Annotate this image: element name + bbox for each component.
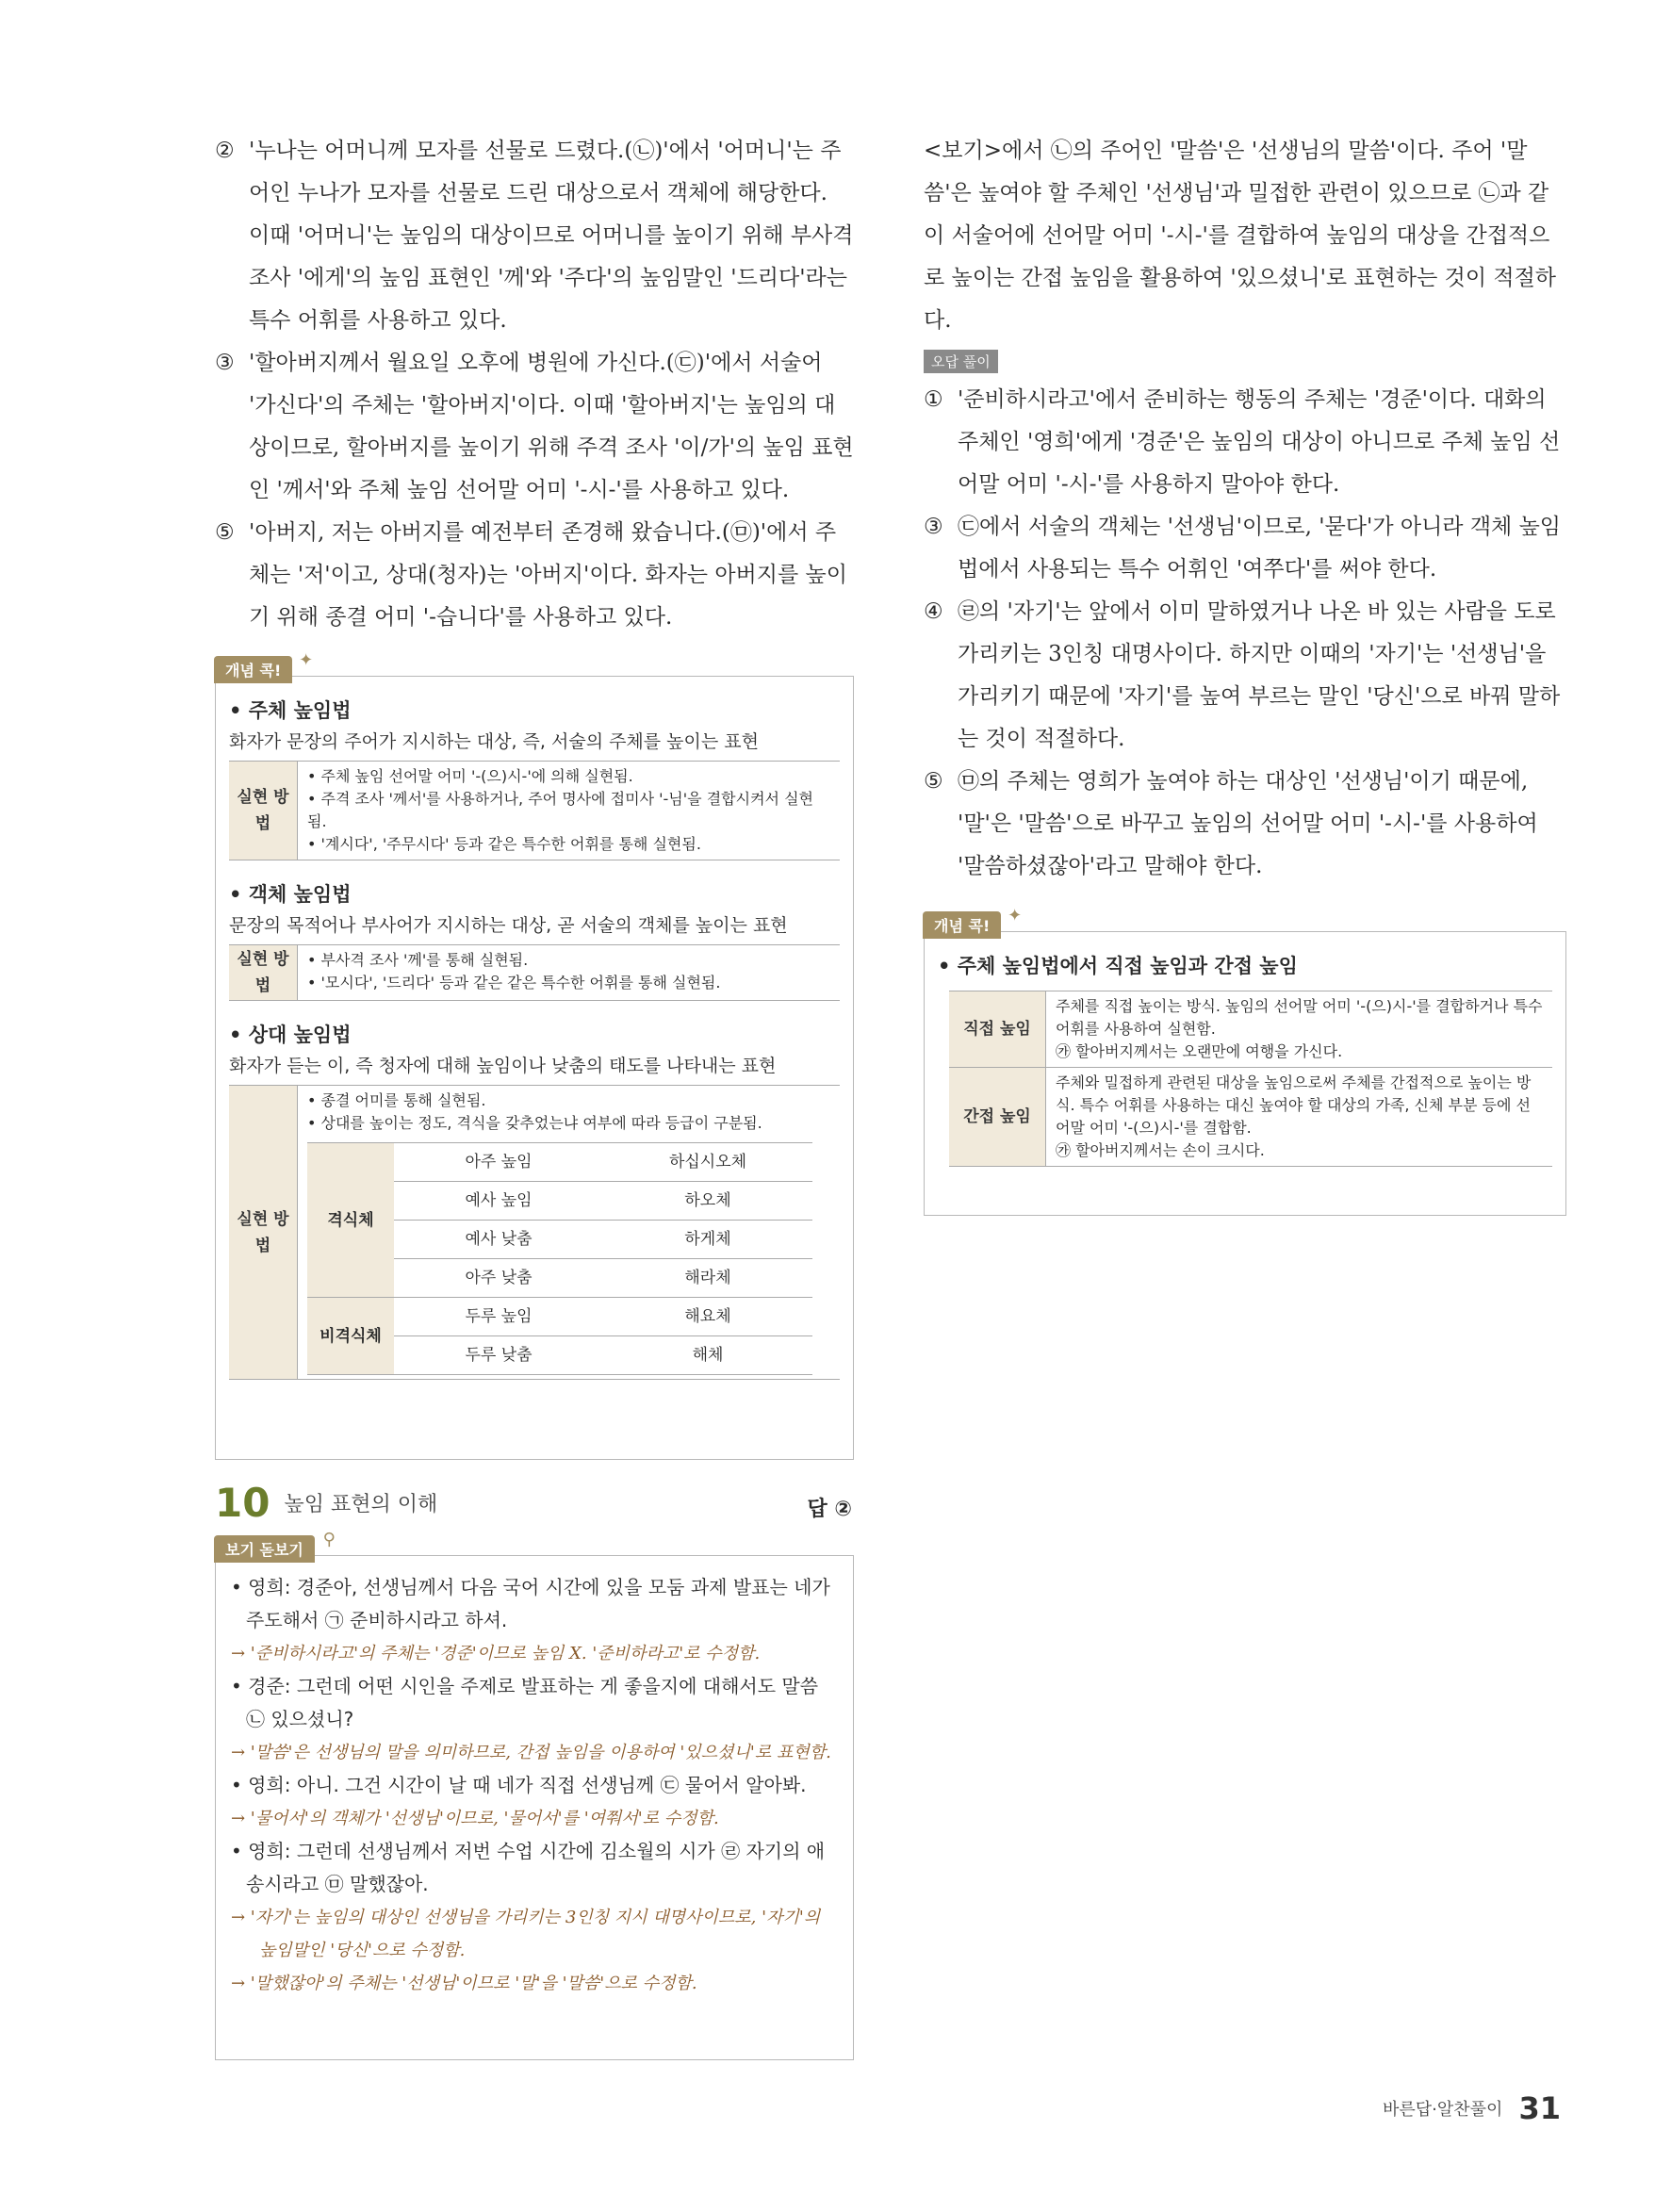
object-honorific-title: • 객체 높임법	[229, 883, 352, 906]
left-column	[215, 130, 854, 639]
style-cell: 해라체	[603, 1259, 812, 1298]
formal-style-label: 격식체	[307, 1143, 394, 1298]
question-header	[215, 1480, 852, 1527]
style-cell: 하십시오체	[603, 1143, 812, 1182]
direct-label: 직접 높임	[949, 991, 1046, 1068]
method-line: • 주격 조사 '께서'를 사용하거나, 주어 명사에 접미사 '-님'을 결합시켜서 실현됨.	[307, 790, 813, 830]
explanation-item-5: ⑤ '아버지, 저는 아버지를 예전부터 존경해 왔습니다.(㉤)'에서 주체는 '저'이고, 상대(청자)는 '아버지'이다. 화자는 아버지를 높이기 위해 종결 어미 '-습니다'를 사용하고 있다.	[215, 520, 847, 630]
direct-indirect-table	[949, 991, 1552, 1167]
style-cell: 해체	[603, 1336, 812, 1375]
dialogue-line: • 영희: 아니. 그건 시간이 날 때 네가 직접 선생님께 ㉢ 물어서 알아봐.	[231, 1774, 807, 1796]
concept-tab: 개념 콕! ✦	[214, 656, 292, 683]
dialogue-line: • 경준: 그런데 어떤 시인을 주제로 발표하는 게 좋을지에 대해서도 말씀 ㉡ 있으셨니?	[231, 1675, 819, 1730]
correction-note: → '말했잖아'의 주체는 '선생님'이므로 '말'을 '말씀'으로 수정함.	[231, 1974, 697, 1993]
indirect-text: 주체와 밀접하게 관련된 대상을 높임으로써 주체를 간접적으로 높이는 방식. 특수 어휘를 사용하는 대신 높여야 할 대상의 가족, 신체 부분 등에 선어말 어미 '-(으)시-'를 결합함.	[1056, 1073, 1532, 1137]
wrong-item-3: ③ ㉢에서 서술의 객체는 '선생님'이므로, '묻다'가 아니라 객체 높임법에서 사용되는 특수 어휘인 '여쭈다'를 써야 한다.	[924, 515, 1562, 582]
direct-example: ㉮ 할아버지께서는 오랜만에 여행을 가신다.	[1056, 1042, 1343, 1060]
direct-indirect-title: • 주체 높임법에서 직접 높임과 간접 높임	[938, 955, 1298, 977]
level-cell: 예사 높임	[394, 1182, 603, 1221]
answer-explanation: <보기>에서 ㉡의 주어인 '말씀'은 '선생님의 말씀'이다. 주어 '말씀'은 높여야 할 주체인 '선생님'과 밀접한 관련이 있으므로 ㉡과 같이 서술어에 선어말 어미 '-시-'를 결합하여 높임의 대상을 간접적으로 높이는 간접 높임을 활용하여 '있으셨니'로 표현하는 것이 적절하다.	[924, 139, 1557, 333]
example-tab: 보기 돋보기 ⚲	[214, 1535, 315, 1563]
wrong-item-4: ④ ㉣의 '자기'는 앞에서 이미 말하였거나 나온 바 있는 사람을 도로 가리키는 3인칭 대명사이다. 하지만 이때의 '자기'는 '선생님'을 가리키기 때문에 '자기'를 높여 부르는 말인 '당신'으로 바꿔 말하는 것이 적절하다.	[924, 599, 1561, 751]
relative-honorific-title: • 상대 높임법	[229, 1024, 352, 1046]
method-label: 실현 방법	[229, 762, 298, 860]
correction-note: → '물어서'의 객체가 '선생님'이므로, '물어서'를 '여쭤서'로 수정함.	[231, 1809, 719, 1828]
dialogue-line: • 영희: 경준아, 선생님께서 다음 국어 시간에 있을 모둠 과제 발표는 네가 주도해서 ㉠ 준비하시라고 하셔.	[231, 1576, 830, 1631]
method-line: • '계시다', '주무시다' 등과 같은 특수한 어휘를 통해 실현됨.	[307, 835, 701, 853]
dialogue-line: • 영희: 그런데 선생님께서 저번 수업 시간에 김소월의 시가 ㉣ 자기의 애송시라고 ㉤ 말했잖아.	[231, 1840, 826, 1895]
style-cell: 하오체	[603, 1182, 812, 1221]
wrong-item-5: ⑤ ㉤의 주체는 영희가 높여야 하는 대상인 '선생님'이기 때문에, '말'은 '말씀'으로 바꾸고 높임의 선어말 어미 '-시-'를 사용하여 '말씀하셨잖아'라고 말해야 한다.	[924, 769, 1538, 878]
explanation-item-3: ③ '할아버지께서 월요일 오후에 병원에 가신다.(㉢)'에서 서술어 '가신다'의 주체는 '할아버지'이다. 이때 '할아버지'는 높임의 대상이므로, 할아버지를 높이기 위해 주격 조사 '이/가'의 높임 표현인 '께서'와 주체 높임 선어말 어미 '-시-'를 사용하고 있다.	[215, 351, 854, 502]
indirect-example: ㉮ 할아버지께서는 손이 크시다.	[1056, 1141, 1265, 1159]
level-cell: 예사 낮춤	[394, 1221, 603, 1259]
explanation-item-2: ② '누나는 어머니께 모자를 선물로 드렸다.(㉡)'에서 '어머니'는 주어인 누나가 모자를 선물로 드린 대상으로서 객체에 해당한다. 이때 '어머니'는 높임의 대상이므로 어머니를 높이기 위해 부사격 조사 '에게'의 높임 표현인 '께'와 '주다'의 높임말인 '드리다'라는 특수 어휘를 사용하고 있다.	[215, 139, 854, 333]
method-line: • 주체 높임 선어말 어미 '-(으)시-'에 의해 실현됨.	[307, 767, 633, 785]
concept-tab: 개념 콕! ✦	[923, 911, 1001, 939]
object-method-table	[229, 944, 840, 1001]
correction-note: → '자기'는 높임의 대상인 선생님을 가리키는 3인칭 지시 대명사이므로, '자기'의 높임말인 '당신'으로 수정함.	[231, 1908, 821, 1960]
style-cell: 해요체	[603, 1298, 812, 1336]
relative-honorific-desc: 화자가 듣는 이, 즉 청자에 대해 높임이나 낮춤의 태도를 나타내는 표현	[229, 1056, 777, 1076]
method-label: 실현 방법	[229, 945, 298, 1001]
footer-label: 바른답·알찬풀이	[1382, 2100, 1503, 2120]
page-number: 31	[1518, 2090, 1561, 2126]
method-line: • 부사격 조사 '께'를 통해 실현됨.	[307, 951, 529, 969]
speech-level-table	[307, 1142, 812, 1375]
indirect-label: 간접 높임	[949, 1068, 1046, 1167]
page-footer	[1383, 2090, 1561, 2126]
style-cell: 하게체	[603, 1221, 812, 1259]
subject-method-table	[229, 761, 840, 860]
subject-honorific-title: • 주체 높임법	[229, 699, 352, 722]
spark-icon: ✦	[1008, 906, 1023, 926]
magnifier-icon: ⚲	[322, 1530, 336, 1549]
right-column	[924, 130, 1566, 888]
level-cell: 두루 높임	[394, 1298, 603, 1336]
method-line: • '모시다', '드리다' 등과 같은 같은 특수한 어휘를 통해 실현됨.	[307, 974, 721, 991]
level-cell: 아주 낮춤	[394, 1259, 603, 1298]
direct-text: 주체를 직접 높이는 방식. 높임의 선어말 어미 '-(으)시-'를 결합하거나 특수 어휘를 사용하여 실현함.	[1056, 997, 1543, 1038]
relative-method-table	[229, 1085, 840, 1380]
wrong-answer-tag: 오답 풀이	[924, 350, 998, 373]
method-label: 실현 방법	[229, 1086, 298, 1380]
subject-honorific-desc: 화자가 문장의 주어가 지시하는 대상, 즉, 서술의 주체를 높이는 표현	[229, 731, 759, 752]
concept-box-direct-indirect	[924, 906, 1566, 1216]
level-cell: 아주 높임	[394, 1143, 603, 1182]
answer-label: 답 ②	[807, 1498, 852, 1521]
method-line: • 상대를 높이는 정도, 격식을 갖추었는냐 여부에 따라 등급이 구분됨.	[307, 1114, 762, 1132]
spark-icon: ✦	[299, 650, 314, 670]
correction-note: → '준비하시라고'의 주체는 '경준'이므로 높임 X. '준비하라고'로 수정함.	[231, 1644, 761, 1663]
wrong-item-1: ① '준비하시라고'에서 준비하는 행동의 주체는 '경준'이다. 대화의 주체인 '영희'에게 '경준'은 높임의 대상이 아니므로 주체 높임 선어말 어미 '-시-'를 사용하지 말아야 한다.	[924, 387, 1561, 497]
question-number: 10	[215, 1480, 270, 1526]
method-line: • 종결 어미를 통해 실현됨.	[307, 1091, 486, 1109]
concept-box-honorifics	[215, 650, 854, 1460]
question-title: 높임 표현의 이해	[284, 1493, 438, 1516]
correction-note: → '말씀'은 선생님의 말을 의미하므로, 간접 높임을 이용하여 '있으셨니'로 표현함.	[231, 1743, 831, 1762]
level-cell: 두루 낮춤	[394, 1336, 603, 1375]
example-box	[215, 1530, 854, 2060]
object-honorific-desc: 문장의 목적어나 부사어가 지시하는 대상, 곧 서술의 객체를 높이는 표현	[229, 915, 788, 936]
informal-style-label: 비격식체	[307, 1298, 394, 1375]
